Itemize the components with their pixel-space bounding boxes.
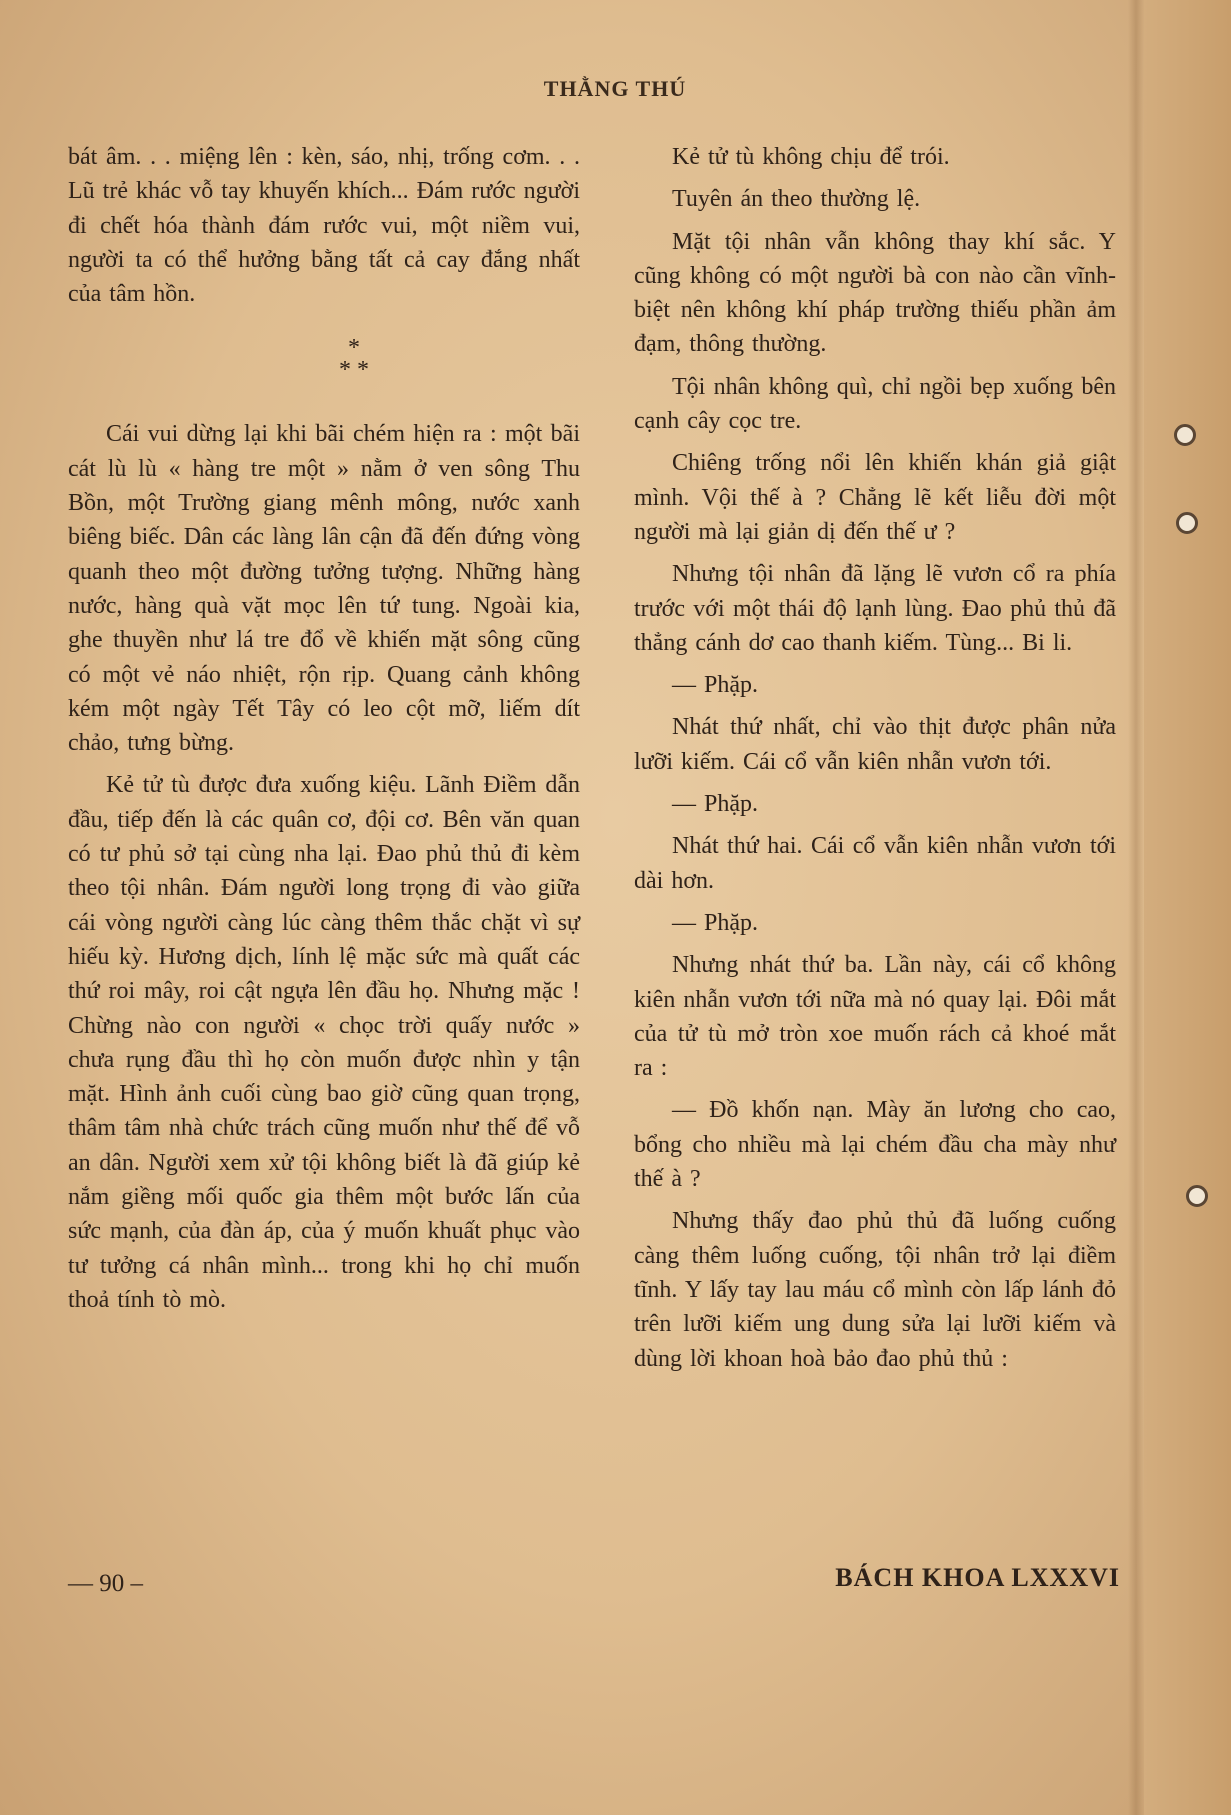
binding-hole bbox=[1176, 512, 1198, 534]
dialogue-line: — Phặp. bbox=[672, 909, 758, 936]
section-break bbox=[68, 335, 580, 384]
right-column bbox=[634, 140, 1116, 1376]
page-edge-strip bbox=[1144, 0, 1231, 1815]
binding-hole bbox=[1186, 1185, 1208, 1207]
paragraph: Nhưng tội nhân đã lặng lẽ vươn cổ ra phía trước với một thái độ lạnh lùng. Đao phủ thủ đã thẳng cánh dơ cao thanh kiếm. Tùng... Bi li. bbox=[634, 561, 1116, 656]
paragraph: Chiêng trống nổi lên khiến khán giả giật mình. Vội thế à ? Chẳng lẽ kết liễu đời một người mà lại giản dị đến thế ư ? bbox=[634, 450, 1116, 545]
paragraph: Tội nhân không quì, chỉ ngồi bẹp xuống bên cạnh cây cọc tre. bbox=[634, 373, 1116, 435]
page-number-value: 90 bbox=[99, 1570, 125, 1597]
page-number: — 90 – bbox=[68, 1570, 143, 1597]
running-header: THẰNG THÚ bbox=[543, 76, 687, 101]
page-fold-shadow bbox=[1128, 0, 1144, 1815]
dialogue-line: — Phặp. bbox=[672, 672, 758, 699]
paragraph: Nhưng nhát thứ ba. Lần này, cái cổ không kiên nhẫn vươn tới nữa mà nó quay lại. Đôi mắt của tử tù mở tròn xoe muốn rách cả khoé mắt ra : bbox=[634, 952, 1116, 1082]
binding-hole bbox=[1174, 424, 1196, 446]
paragraph: Kẻ tử tù không chịu để trói. bbox=[672, 144, 950, 170]
paragraph: Nhát thứ nhất, chỉ vào thịt được phân nửa lưỡi kiếm. Cái cổ vẫn kiên nhẫn vươn tới. bbox=[634, 714, 1116, 775]
journal-footer: BÁCH KHOA LXXXVI bbox=[835, 1563, 1120, 1592]
paragraph: Nhưng thấy đao phủ thủ đã luống cuống càng thêm luống cuống, tội nhân trở lại điềm tĩnh. Y lấy tay lau máu cổ mình còn lấp lánh đỏ trên lưỡi kiếm ung dung sửa lại lưỡi kiếm và dùng lời khoan hoà bảo đao phủ thủ : bbox=[634, 1208, 1116, 1372]
left-column bbox=[68, 140, 580, 1317]
dialogue-line: — Đồ khốn nạn. Mày ăn lương cho cao, bổng cho nhiều mà lại chém đầu cha mày như thế à ? bbox=[634, 1097, 1116, 1193]
paragraph: bát âm. . . miệng lên : kèn, sáo, nhị, trống cơm. . . Lũ trẻ khác vỗ tay khuyến khích... Đám rước người đi chết hóa thành đám rước vui, một niềm vui, người ta có thể hưởng bằng tất cả cay đắng nhất của tâm hồn. bbox=[68, 144, 580, 308]
paragraph: Tuyên án theo thường lệ. bbox=[672, 186, 921, 213]
paragraph: Nhát thứ hai. Cái cổ vẫn kiên nhẫn vươn tới dài hơn. bbox=[634, 833, 1116, 894]
paragraph: Mặt tội nhân vẫn không thay khí sắc. Y cũng không có một người bà con nào cần vĩnh-biệt nên không khí pháp trường thiếu phần ảm đạm, thông thường. bbox=[634, 228, 1116, 358]
dialogue-line: — Phặp. bbox=[672, 791, 758, 818]
paragraph: Kẻ tử tù được đưa xuống kiệu. Lãnh Điềm dẫn đầu, tiếp đến là các quân cơ, đội cơ. Bên văn quan có tư phủ sở tại cùng nha lại. Đao phủ thủ đi kèm theo tội nhân. Đám người long trọng đi vào giữa cái vòng người càng lúc càng thêm thắc chặt vì sự hiếu kỳ. Hương dịch, lính lệ mặc sức mà quất các thứ roi mây, roi cật ngựa lên đầu họ. Nhưng mặc ! Chừng nào con người « chọc trời quấy nước » chưa rụng đầu thì họ còn muốn được nhìn y tận mặt. Hình ảnh cuối cùng bao giờ cũng quan trọng, thâm tâm nhà chức trách cũng muốn như thế để vỗ an dân. Người xem xử tội không biết là đã giúp kẻ nắm giềng mối quốc gia thêm một bước lấn của sức mạnh, của đàn áp, của ý muốn khuất phục vào tư tưởng cá nhân mình... trong khi họ chỉ muốn thoả tính tò mò. bbox=[68, 772, 580, 1313]
section-break-star: * bbox=[348, 335, 360, 362]
section-break-stars: * * bbox=[339, 357, 369, 384]
paragraph: Cái vui dừng lại khi bãi chém hiện ra : một bãi cát lù lù « hàng tre một » nằm ở ven sông Thu Bồn, một Trường giang mênh mông, nước xanh biêng biếc. Dân các làng lân cận đã đến đứng vòng quanh theo một đường tưởng tượng. Những hàng nước, hàng quà vặt mọc lên tứ tung. Ngoài kia, ghe thuyền như lá tre đổ về khiến mặt sông cũng có một vẻ náo nhiệt, rộn rịp. Quang cảnh không kém một ngày Tết Tây có leo cột mỡ, liếm dít chảo, tưng bừng. bbox=[68, 421, 580, 757]
